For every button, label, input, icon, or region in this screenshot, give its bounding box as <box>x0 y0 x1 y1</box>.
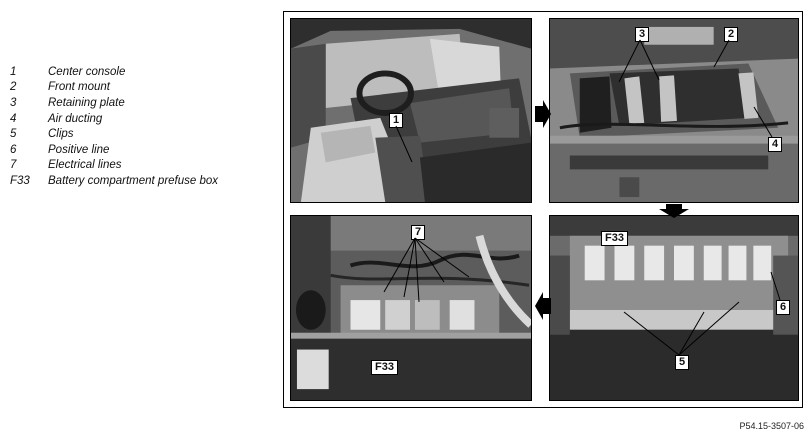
legend-number: 5 <box>10 128 17 141</box>
legend-number: 7 <box>10 159 17 172</box>
arrow-right-icon <box>535 100 551 128</box>
legend-text: Positive line <box>48 143 110 156</box>
legend-item <box>10 126 218 142</box>
legend-number: 4 <box>10 112 17 125</box>
legend-text: Clips <box>48 128 74 141</box>
legend-number: 6 <box>10 143 17 156</box>
callout-center-console: 1 <box>389 113 403 128</box>
callout-air-ducting: 4 <box>768 137 782 152</box>
legend-number: 2 <box>10 81 17 94</box>
arrow-down-icon <box>659 204 689 218</box>
legend-text: Front mount <box>48 81 110 94</box>
figure-reference: P54.15-3507-06 <box>739 421 804 431</box>
legend-list <box>10 64 218 189</box>
legend-number: 1 <box>10 65 17 78</box>
legend-text: Air ducting <box>48 112 103 125</box>
callout-f33-left: F33 <box>371 360 398 375</box>
legend-text: Retaining plate <box>48 96 125 109</box>
legend-text: Battery compartment prefuse box <box>48 174 219 187</box>
legend-number: 3 <box>10 96 17 109</box>
arrow-left-icon <box>535 292 551 320</box>
legend-item <box>10 111 218 127</box>
legend-item <box>10 64 218 80</box>
callout-electrical-lines: 7 <box>411 225 425 240</box>
legend-item <box>10 95 218 111</box>
callout-clips: 5 <box>675 355 689 370</box>
legend-text: Center console <box>48 65 126 78</box>
leader-lines <box>284 12 804 409</box>
callout-retaining-plate: 3 <box>635 27 649 42</box>
callout-front-mount: 2 <box>724 27 738 42</box>
legend-item <box>10 80 218 96</box>
callout-f33-right: F33 <box>601 231 628 246</box>
legend-text: Electrical lines <box>48 159 122 172</box>
legend-number: F33 <box>10 174 30 187</box>
callout-positive-line: 6 <box>776 300 790 315</box>
legend-item <box>10 142 218 158</box>
legend-item <box>10 158 218 174</box>
figure-frame <box>283 11 803 408</box>
legend-item <box>10 173 218 189</box>
